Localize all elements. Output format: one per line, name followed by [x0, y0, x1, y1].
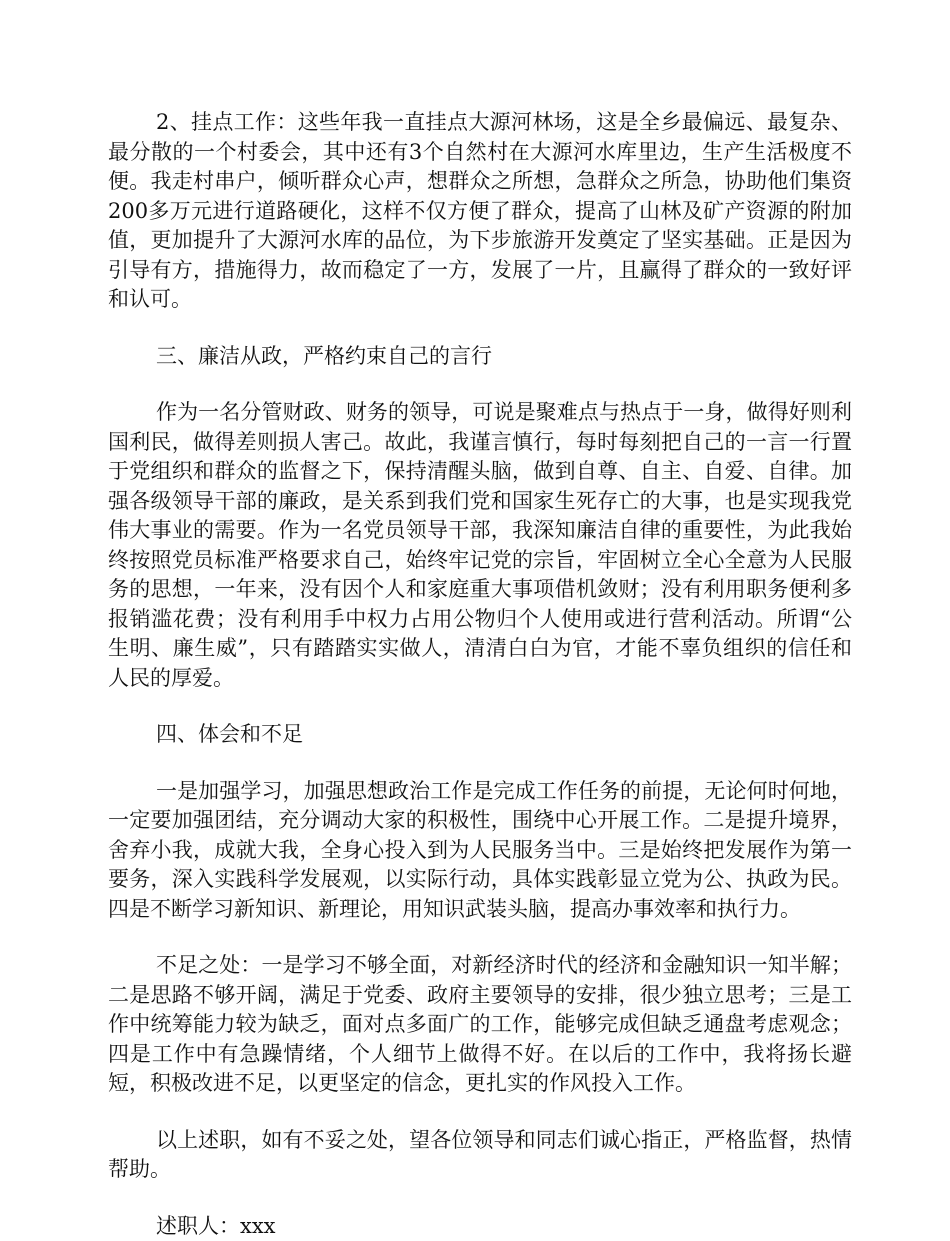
paragraph-closing: 以上述职，如有不妥之处，望各位领导和同志们诚心指正，严格监督，热情帮助。 [108, 1126, 852, 1185]
document-body [108, 108, 852, 1241]
paragraph-experience: 一是加强学习，加强思想政治工作是完成工作任务的前提，无论何时何地，一定要加强团结，充分调动大家的积极性，围绕中心开展工作。二是提升境界，舍弃小我，成就大我，全身心投入到为人民服务当中。三是始终把发展作为第一要务，深入实践科学发展观，以实际行动，具体实践彰显立党为公、执政为民。四是不断学习新知识、新理论，用知识武装头脑，提高办事效率和执行力。 [108, 777, 852, 925]
section-heading-experience: 四、体会和不足 [108, 720, 852, 750]
paragraph-integrity: 作为一名分管财政、财务的领导，可说是聚难点与热点于一身，做得好则利国利民，做得差则损人害己。故此，我谨言慎行，每时每刻把自己的一言一行置于党组织和群众的监督之下，保持清醒头脑，做到自尊、自主、自爱、自律。加强各级领导干部的廉政，是关系到我们党和国家生死存亡的大事，也是实现我党伟大事业的需要。作为一名党员领导干部，我深知廉洁自律的重要性，为此我始终按照党员标准严格要求自己，始终牢记党的宗旨，牢固树立全心全意为人民服务的思想，一年来，没有因个人和家庭重大事项借机敛财；没有利用职务便利多报销滥花费；没有利用手中权力占用公物归个人使用或进行营利活动。所谓“公生明、廉生威”，只有踏踏实实做人，清清白白为官，才能不辜负组织的信任和人民的厚爱。 [108, 398, 852, 693]
section-heading-integrity: 三、廉洁从政，严格约束自己的言行 [108, 342, 852, 372]
paragraph-shortcomings: 不足之处：一是学习不够全面，对新经济时代的经济和金融知识一知半解；二是思路不够开阔，满足于党委、政府主要领导的安排，很少独立思考；三是工作中统筹能力较为缺乏，面对点多面广的工作，能够完成但缺乏通盘考虑观念；四是工作中有急躁情绪，个人细节上做得不好。在以后的工作中，我将扬长避短，积极改进不足，以更坚定的信念，更扎实的作风投入工作。 [108, 951, 852, 1099]
paragraph-work-point: 2、挂点工作：这些年我一直挂点大源河林场，这是全乡最偏远、最复杂、最分散的一个村委会，其中还有3个自然村在大源河水库里边，生产生活极度不便。我走村串户，倾听群众心声，想群众之所想，急群众之所急，协助他们集资200多万元进行道路硬化，这样不仅方便了群众，提高了山林及矿产资源的附加值，更加提升了大源河水库的品位，为下步旅游开发奠定了坚实基础。正是因为引导有方，措施得力，故而稳定了一方，发展了一片，且赢得了群众的一致好评和认可。 [108, 108, 852, 315]
signature-line: 述职人：xxx [108, 1212, 852, 1241]
